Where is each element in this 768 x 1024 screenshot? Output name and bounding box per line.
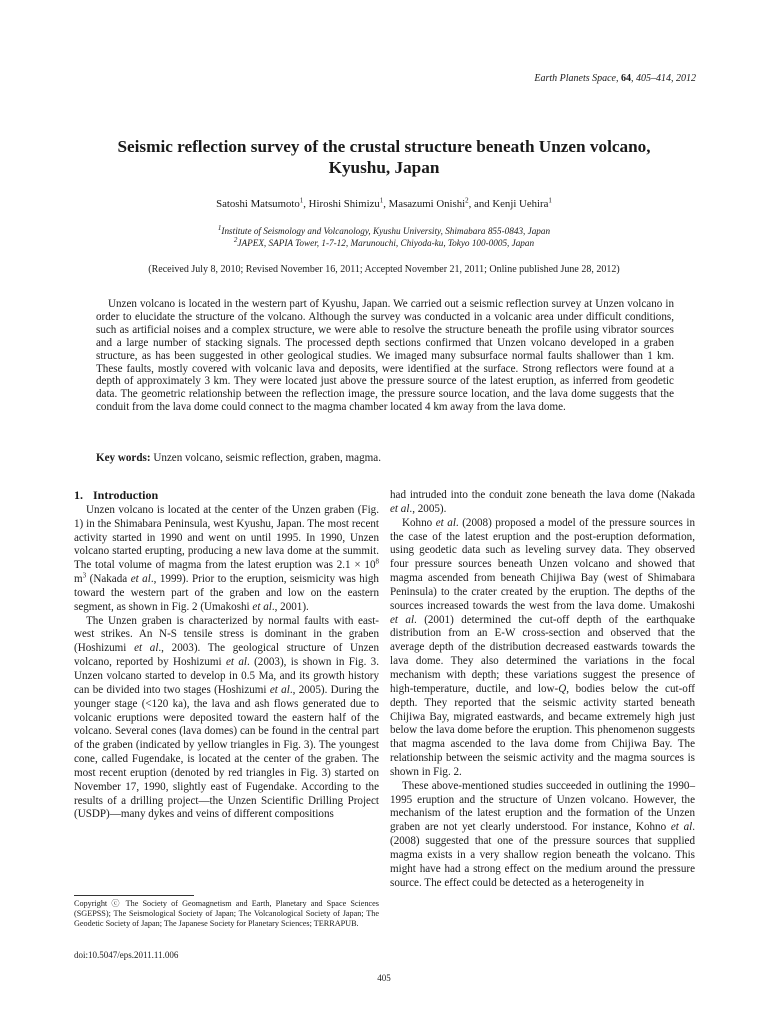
title-line-2: Kyushu, Japan bbox=[328, 158, 440, 177]
intro-paragraph-2: The Unzen graben is characterized by normal faults with east-west strikes. An N-S tensile stress is dominant in the graben (Hoshizumi et al., 2003). The geological structure of Unzen volcano, reported by Hoshizumi et al. (2003), is shown in Fig. 3. Unzen volcano started to develop in 0.5 Ma, and its growth history can be divided into two stages (Hoshizumi et al., 2005). During the younger stage (<120 ka), the lava and ash flows generated due to volcanic eruptions were deposited toward the eastern half of the volcano. Several cones (lava domes) can be found in the central part of the graben (indicated by yellow triangles in Fig. 3). The youngest cone, called Fugendake, is located at the center of the graben. The most recent eruption (denoted by red triangles in Fig. 3) started on November 17, 1990, slightly east of Fugendake. According to the results of a drilling project—the Unzen Scientific Drilling Project (USDP)—many dykes and veins of different compositions bbox=[74, 614, 379, 821]
author-name: Kenji Uehira bbox=[492, 198, 549, 210]
affiliation-1 bbox=[60, 225, 708, 237]
author-affiliation-mark: 1 bbox=[548, 196, 552, 205]
intro-paragraph-continued: had intruded into the conduit zone beneath the lava dome (Nakada et al., 2005). bbox=[390, 489, 695, 515]
author-affiliation-mark: 1 bbox=[379, 196, 384, 205]
affiliation-number: 2 bbox=[233, 235, 238, 244]
author-name: Masazumi Onishi bbox=[388, 198, 466, 210]
body-right-column bbox=[390, 489, 695, 890]
keywords-label: Key words: bbox=[96, 452, 151, 464]
doi-link[interactable]: doi:10.5047/eps.2011.11.006 bbox=[74, 950, 179, 960]
journal-pages-year: , 405–414, 2012 bbox=[631, 73, 696, 84]
section-number: 1. bbox=[74, 488, 83, 502]
author-affiliation-mark: 2 bbox=[465, 196, 469, 205]
body-left-column bbox=[74, 489, 379, 822]
affiliations bbox=[60, 225, 708, 249]
copyright-notice: Copyright ⓒ The Society of Geomagnetism and Earth, Planetary and Space Sciences (SGEPSS); The Seismological Society of Japan; The Volcanological Society of Japan; The Geodetic Society of Japan; The Japanese Society for Planetary Sciences; TERRAPUB. bbox=[74, 899, 379, 929]
author-name: Hiroshi Shimizu bbox=[308, 198, 380, 210]
keywords bbox=[96, 452, 674, 465]
page-number: 405 bbox=[377, 973, 391, 983]
section-heading bbox=[74, 489, 379, 503]
paper-title bbox=[60, 136, 708, 178]
footnote-rule bbox=[74, 895, 194, 896]
intro-paragraph-4: These above-mentioned studies succeeded in outlining the 1990–1995 eruption and the structure of Unzen volcano. However, the mechanism of the latest eruption and the formation of the Unzen graben are not yet clearly understood. For instance, Kohno et al. (2008) suggested that one of the pressure sources that supplied magma exists in a very shallow region beneath the volcano. This might have had a strong effect on the medium around the pressure source. The effect could be detected as a heterogeneity in bbox=[390, 779, 695, 889]
journal-volume: 64 bbox=[621, 73, 631, 84]
keywords-text: Unzen volcano, seismic reflection, graben, magma. bbox=[153, 452, 381, 464]
affiliation-text: Institute of Seismology and Volcanology, Kyushu University, Shimabara 855-0843, Japan bbox=[221, 226, 551, 236]
journal-reference: Earth Planets Space, 64, 405–414, 2012 bbox=[534, 73, 696, 84]
author-list: Satoshi Matsumoto$^1$, Hiroshi Shimizu$^1$, Masazumi Onishi$^2$, and Kenji Uehira$^1$ bbox=[216, 196, 552, 210]
journal-name: Earth Planets Space bbox=[534, 73, 616, 84]
title-line-1: Seismic reflection survey of the crustal structure beneath Unzen volcano, bbox=[117, 137, 651, 156]
section-title: Introduction bbox=[93, 488, 159, 502]
intro-paragraph-1: Unzen volcano is located at the center of the Unzen graben (Fig. 1) in the Shimabara Peninsula, west Kyushu, Japan. The most recent activity started in 1990 and went on until 1995. In 1990, Unzen volcano started erupting, producing a new lava dome at the summit. The total volume of magma from the latest eruption was $2.1 \times 10^8$ $m^3$ (Nakada et al., 1999). Prior to the eruption, seismicity was high toward the western part of the graben and low on the eastern segment, as shown in Fig. 2 (Umakoshi et al., 2001). bbox=[74, 503, 379, 613]
abstract: Unzen volcano is located in the western part of Kyushu, Japan. We carried out a seismic reflection survey at Unzen volcano in order to elucidate the structure of the volcano. Although the survey was conducted in a volcanic area under difficult conditions, such as artificial noises and a complex structure, we were able to resolve the structure beneath the profile using vibrator sources and a large number of stacking signals. The processed depth sections confirmed that Unzen volcano developed in a graben structure, as has been suggested in other geological studies. We imaged many subsurface normal faults shallower than 1 km. These faults, mostly covered with volcanic lava and deposits, were identified at the surface. Strong reflectors were found at a depth of approximately 3 km. They were located just above the pressure source of the latest eruption, as inferred from geodetic data. The geometric relationship between the reflection image, the pressure source location, and the lava dome suggests that the conduit from the lava dome could connect to the magma chamber located 4 km away from the lava dome. bbox=[96, 298, 674, 414]
affiliation-number: 1 bbox=[217, 223, 222, 232]
affiliation-2 bbox=[60, 237, 708, 249]
received-dates: (Received July 8, 2010; Revised November 16, 2011; Accepted November 21, 2011; Online published June 28, 2012) bbox=[148, 264, 620, 275]
author-affiliation-mark: 1 bbox=[299, 196, 304, 205]
affiliation-text: JAPEX, SAPIA Tower, 1-7-12, Marunouchi, Chiyoda-ku, Tokyo 100-0005, Japan bbox=[237, 238, 535, 248]
author-name: Satoshi Matsumoto bbox=[216, 198, 300, 210]
intro-paragraph-3: Kohno et al. (2008) proposed a model of the pressure sources in the case of the latest eruption and the post-eruption deformation, using geodetic data such as leveling survey data. They observed four pressure sources beneath Unzen volcano and showed that magma ascended from beneath Chijiwa Bay (west of Shimabara Peninsula) to the crater created by the eruption. The depths of the sources increased towards the west from the lava dome. Umakoshi et al. (2001) determined the cut-off depth of the earthquake distribution from an E-W cross-section and observed that the average depth of the distribution decreased eastwards towards the lava dome. They also determined the variations in the focal mechanism with depth; these variations suggest the presence of high-temperature, ductile, and low-Q, bodies below the cut-off depth. They reported that the seismic activity started beneath Chijiwa Bay, migrated eastwards, and became extremely high just below the lava dome before the eruption. This phenomenon suggests that magma ascended to the lava dome from Chijiwa Bay. The relationship between the seismic activity and the magma sources is shown in Fig. 2. bbox=[390, 516, 696, 778]
